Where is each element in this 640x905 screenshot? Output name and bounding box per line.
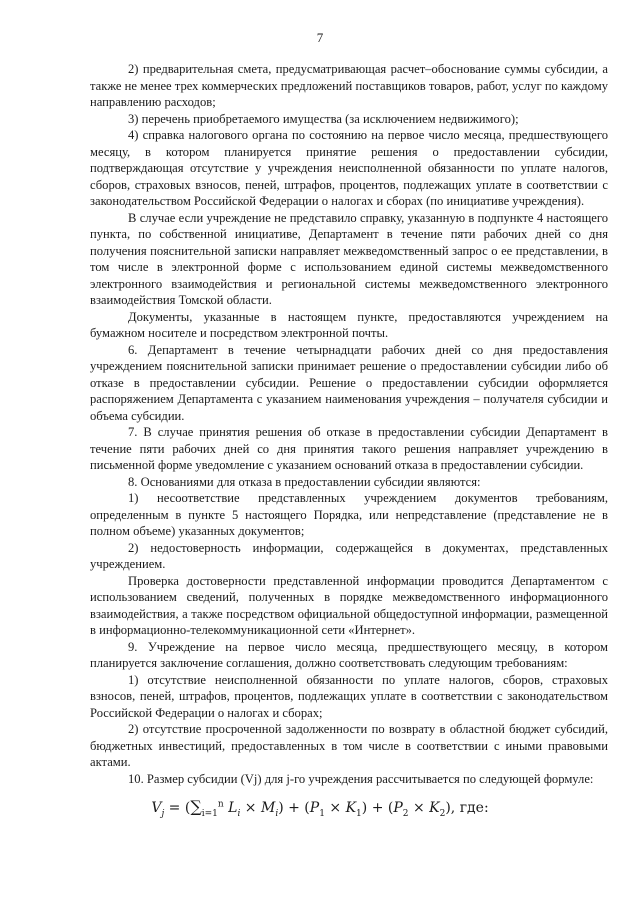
formula-sum-sign: ∑ <box>190 797 202 816</box>
subsidy-formula <box>0 797 640 819</box>
formula-k1: K <box>345 800 357 816</box>
paragraph-verification: Проверка достоверности представленной информации проводится Департаментом с использованием сведений, полученных в порядке межведомственного информационного взаимодействия, а также посредством официальной общедоступной информации, размещенной в информационно-телекоммуникационной сети «Интернет». <box>90 573 608 637</box>
formula-times-3: × <box>408 800 430 816</box>
paragraph-item-4: 4) справка налогового органа по состоянию на первое число месяца, предшествующего месяцу, в котором планируется принятие решения о предоставлении субсидии, подтверждающая отсутствие у учреждения неисполненной обязанности по уплате налогов, сборов, страховых взносов, пеней, штрафов, процентов, подлежащих уплате в соответствии с законодательством Российской Федерации о налогах и сборах (по инициативе учреждения). <box>90 128 608 208</box>
paragraph-clause-8: 8. Основаниями для отказа в предоставлении субсидии являются: <box>128 474 481 489</box>
document-body <box>90 61 608 787</box>
formula-p2: P <box>393 800 403 816</box>
paragraph-clause-8-item-2: 2) недостоверность информации, содержащейся в документах, представленных учреждением. <box>90 540 608 571</box>
formula-l-sub: i <box>237 808 241 819</box>
formula-p1-sub: 1 <box>319 808 325 819</box>
formula-tail: ), где: <box>445 800 489 816</box>
formula-k1-sub: 1 <box>356 808 362 819</box>
formula-k2-sub: 2 <box>439 808 446 819</box>
paragraph-clause-9-item-2: 2) отсутствие просроченной задолженности по возврату в областной бюджет субсидий, бюджетных инвестиций, предоставленных в том числе в соответствии с иными правовыми актами. <box>90 722 608 769</box>
formula-times-2: × <box>324 800 346 816</box>
paragraph-clause-10: 10. Размер субсидии (Vj) для j-го учреждения рассчитывается по следующей формуле: <box>128 771 594 786</box>
formula-m: M <box>260 800 276 816</box>
formula-m-sub: i <box>275 808 279 819</box>
paragraph-item-2: 2) предварительная смета, предусматривающая расчет–обоснование суммы субсидии, а также не менее трех коммерческих предложений поставщиков товаров, работ, услуг по каждому направлению расходов; <box>90 62 608 109</box>
paragraph-clause-7: 7. В случае принятия решения об отказе в предоставлении субсидии Департамент в течение пяти рабочих дней со дня принятия такого решения направляет учреждению в письменной форме уведомление с указанием оснований отказа в предоставлении субсидии. <box>90 425 608 472</box>
paragraph-documents-delivery: Документы, указанные в настоящем пункте, предоставляются учреждением на бумажном носителе и посредством электронной почты. <box>90 309 608 340</box>
formula-l: L <box>228 800 238 816</box>
formula-sum-upper: n <box>217 799 224 810</box>
paragraph-item-3: 3) перечень приобретаемого имущества (за исключением недвижимого); <box>128 111 519 126</box>
formula-k2: K <box>429 800 440 816</box>
formula-v: V <box>151 800 162 816</box>
formula-p1: P <box>309 800 320 816</box>
formula-times-1: × <box>240 800 261 816</box>
formula-plus-2: ) + ( <box>361 800 394 816</box>
paragraph-clause-8-item-1: 1) несоответствие представленных учреждением документов требованиям, определенным в пункте 5 настоящего Порядка, или непредставление (представление не в полном объеме) указанных документов; <box>90 491 608 538</box>
formula-equals: = ( <box>164 800 191 816</box>
formula-plus-1: ) + ( <box>278 800 310 816</box>
formula-p2-sub: 2 <box>402 808 409 819</box>
paragraph-clause-9: 9. Учреждение на первое число месяца, предшествующего месяцу, в котором планируется заключение соглашения, должно соответствовать следующим требованиям: <box>90 639 608 670</box>
formula-v-sub: j <box>161 808 165 819</box>
paragraph-clause-6: 6. Департамент в течение четырнадцати рабочих дней со дня предоставления учреждением пояснительной записки принимает решение о предоставлении субсидии либо об отказе в предоставлении субсидии. Решение о предоставлении субсидии оформляется распоряжением Департамента с указанием наименования учреждения – получателя субсидии и объема субсидии. <box>90 342 608 423</box>
paragraph-tax-certificate-request: В случае если учреждение не представило справку, указанную в подпункте 4 настоящего пункта, по собственной инициативе, Департамент в течение пяти рабочих дней со дня получения пояснительной записки направляет межведомственный запрос о ее представлении, в том числе в электронной форме с использованием единой системы межведомственного электронного взаимодействия и региональной системы межведомственного электронного взаимодействия Томской области. <box>90 210 608 307</box>
formula-sum-lower: i=1 <box>201 808 218 819</box>
paragraph-clause-9-item-1: 1) отсутствие неисполненной обязанности по уплате налогов, сборов, страховых взносов, пеней, штрафов, процентов, подлежащих уплате в соответствии с законодательством Российской Федерации о налогах и сборах; <box>90 672 608 720</box>
page-number: 7 <box>316 30 324 45</box>
